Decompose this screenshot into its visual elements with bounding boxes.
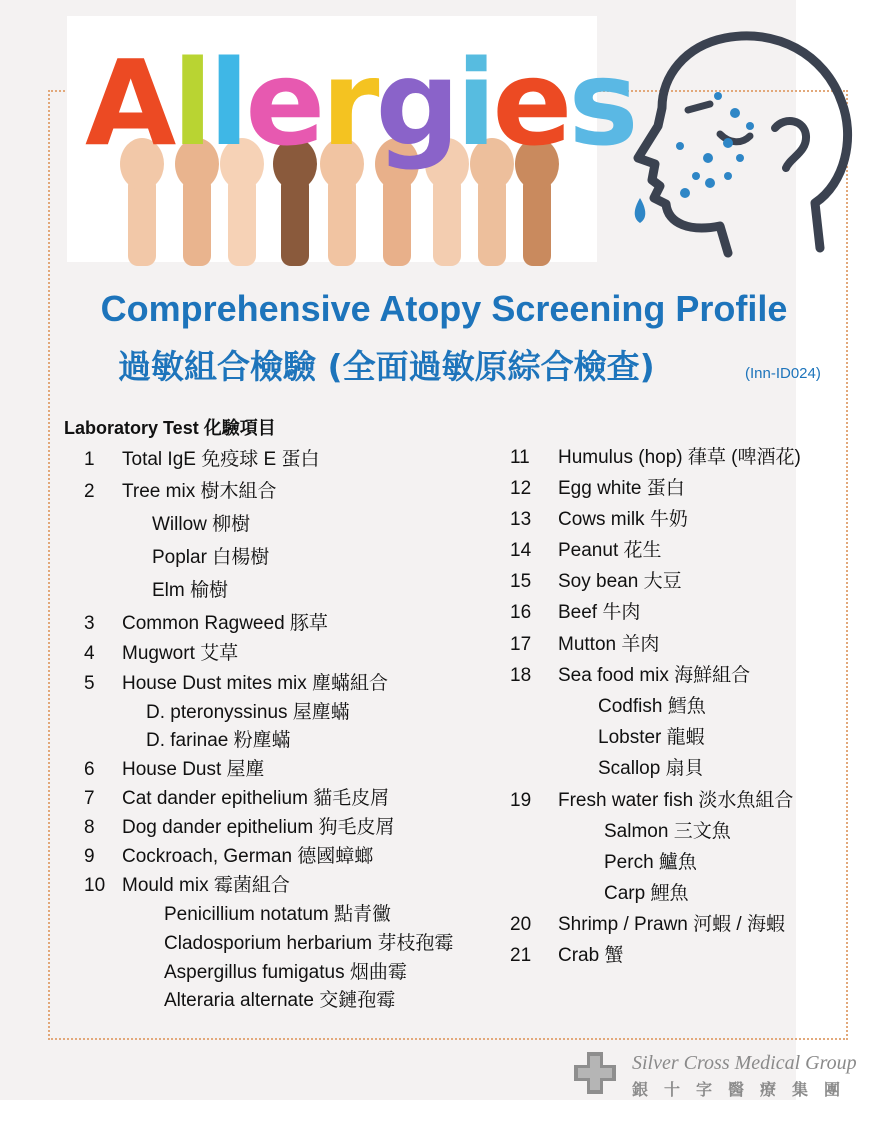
item-label: Peanut 花生 xyxy=(558,540,662,561)
item-label: Beef 牛肉 xyxy=(558,602,641,623)
item-label: Shrimp / Prawn 河蝦 / 海蝦 xyxy=(558,914,785,935)
item-label: Mutton 羊肉 xyxy=(558,634,660,655)
page-title-chinese: 過敏組合檢驗 (全面過敏原綜合檢查) xyxy=(118,347,655,386)
item-number: 14 xyxy=(510,540,532,561)
item-label: Aspergillus fumigatus 烟曲霉 xyxy=(164,962,407,983)
allergies-banner xyxy=(67,16,635,262)
item-label: Fresh water fish 淡水魚組合 xyxy=(558,790,794,811)
item-number: 6 xyxy=(84,759,95,780)
item-label: Soy bean 大豆 xyxy=(558,571,682,592)
item-number: 11 xyxy=(510,447,530,468)
profile-code: (Inn-ID024) xyxy=(745,365,821,382)
item-number: 2 xyxy=(84,481,95,502)
banner-letter: l xyxy=(172,34,209,172)
item-label: Codfish 鱈魚 xyxy=(598,696,706,717)
item-label: Cladosporium herbarium 芽枝孢霉 xyxy=(164,933,454,954)
medical-cross-icon xyxy=(572,1050,618,1096)
section-heading: Laboratory Test 化驗項目 xyxy=(64,418,276,438)
item-label: Salmon 三文魚 xyxy=(604,821,731,842)
item-label: Elm 榆樹 xyxy=(152,580,229,601)
item-number: 7 xyxy=(84,788,95,809)
item-number: 1 xyxy=(84,449,95,470)
sneezing-head-icon xyxy=(610,18,860,268)
banner-letter: g xyxy=(375,34,456,172)
item-label: Willow 柳樹 xyxy=(152,514,251,535)
item-label: Humulus (hop) 葎草 (啤酒花) xyxy=(558,447,801,468)
banner-letter: l xyxy=(208,34,246,172)
item-number: 15 xyxy=(510,571,532,592)
item-label: House Dust mites mix 塵蟎組合 xyxy=(122,673,389,694)
item-label: Cockroach, German 德國蟑螂 xyxy=(122,846,374,867)
item-number: 13 xyxy=(510,509,532,530)
page-title: Comprehensive Atopy Screening Profile xyxy=(100,288,788,329)
item-number: 18 xyxy=(510,665,532,686)
item-label: Mugwort 艾草 xyxy=(122,643,239,664)
banner-letter: i xyxy=(455,34,493,172)
item-label: Carp 鯉魚 xyxy=(604,883,689,904)
company-name: Silver Cross Medical Group xyxy=(632,1052,857,1074)
item-label: Crab 蟹 xyxy=(558,945,624,966)
item-label: Sea food mix 海鮮組合 xyxy=(558,665,751,686)
item-label: D. pteronyssinus 屋塵蟎 xyxy=(146,702,350,723)
item-label: Cows milk 牛奶 xyxy=(558,509,688,530)
item-label: House Dust 屋塵 xyxy=(122,759,265,780)
item-number: 12 xyxy=(510,478,532,499)
banner-letter: r xyxy=(321,34,376,172)
item-label: Alteraria alternate 交鏈孢霉 xyxy=(164,990,396,1011)
item-label: Mould mix 霉菌組合 xyxy=(122,875,290,896)
item-label: Poplar 白楊樹 xyxy=(152,547,270,568)
item-number: 3 xyxy=(84,613,95,634)
banner-letter: e xyxy=(245,34,322,172)
item-label: Scallop 扇貝 xyxy=(598,758,704,779)
allergies-word xyxy=(85,34,635,172)
item-number: 17 xyxy=(510,634,532,655)
item-number: 10 xyxy=(84,875,106,896)
item-number: 21 xyxy=(510,945,532,966)
banner-letter: s xyxy=(568,34,635,172)
item-label: Lobster 龍蝦 xyxy=(598,727,705,748)
item-label: Total IgE 免疫球 E 蛋白 xyxy=(122,449,320,470)
item-label: D. farinae 粉塵蟎 xyxy=(146,730,291,751)
item-number: 5 xyxy=(84,673,95,694)
item-label: Egg white 蛋白 xyxy=(558,478,685,499)
company-name-chinese: 銀十字醫療集團 xyxy=(632,1080,857,1099)
item-number: 8 xyxy=(84,817,95,838)
item-label: Dog dander epithelium 狗毛皮屑 xyxy=(122,817,395,838)
banner-letter: e xyxy=(492,34,569,172)
item-number: 4 xyxy=(84,643,95,664)
item-number: 20 xyxy=(510,914,532,935)
item-label: Penicillium notatum 點青黴 xyxy=(164,904,392,925)
item-label: Tree mix 樹木組合 xyxy=(122,481,277,502)
item-number: 9 xyxy=(84,846,95,867)
banner-letter: A xyxy=(85,34,173,172)
item-label: Cat dander epithelium 貓毛皮屑 xyxy=(122,788,390,809)
item-label: Common Ragweed 豚草 xyxy=(122,613,328,634)
item-number: 19 xyxy=(510,790,532,811)
item-label: Perch 鱸魚 xyxy=(604,852,697,873)
item-number: 16 xyxy=(510,602,532,623)
